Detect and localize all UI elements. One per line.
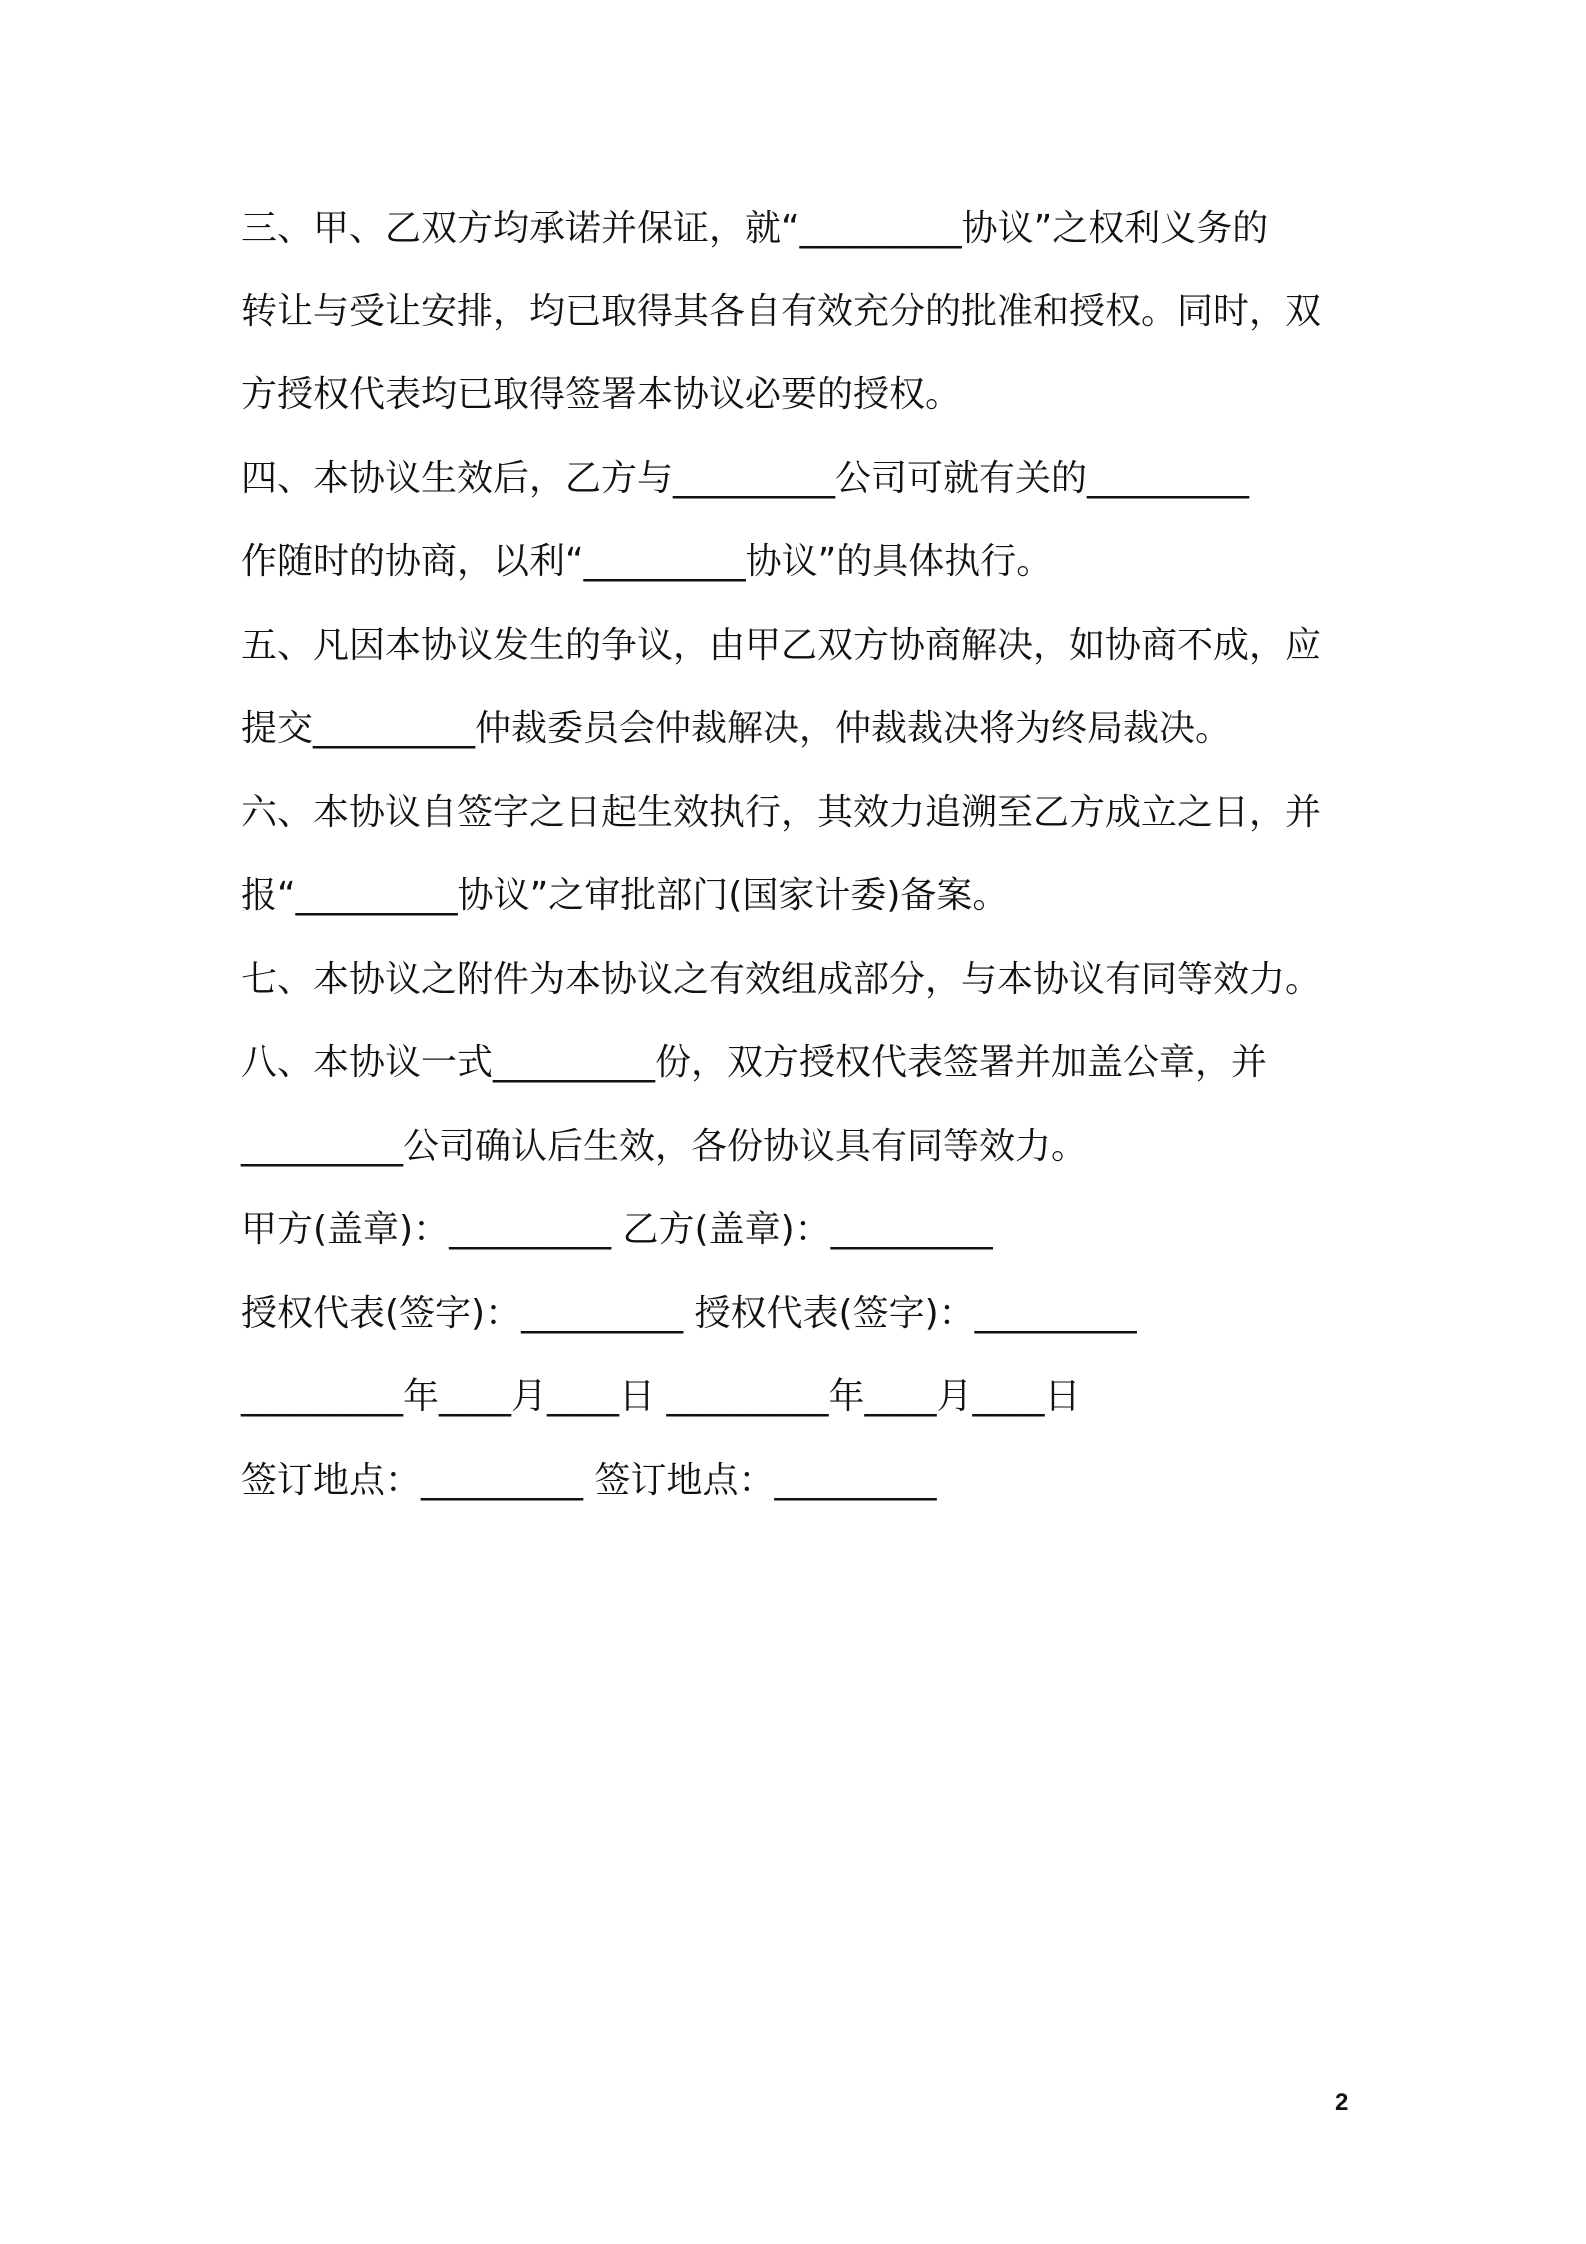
page-number: 2 xyxy=(1335,2089,1349,2116)
clause-7-line-1: 七、本协议之附件为本协议之有效组成部分，与本协议有同等效力。 xyxy=(241,959,1322,1000)
clause-6-line-1: 六、本协议自签字之日起生效执行，其效力追溯至乙方成立之日，并 xyxy=(241,792,1322,833)
date-line: _________年____月____日 _________年____月____日 xyxy=(241,1376,1081,1417)
clause-3-line-3: 方授权代表均已取得签署本协议必要的授权。 xyxy=(241,374,962,415)
clause-8-line-2: _________公司确认后生效，各份协议具有同等效力。 xyxy=(241,1126,1088,1167)
clause-3-line-2: 转让与受让安排，均已取得其各自有效充分的批准和授权。同时，双 xyxy=(241,291,1322,332)
clause-3-line-1: 三、甲、乙双方均承诺并保证，就“_________协议”之权利义务的 xyxy=(241,208,1269,249)
signing-location-line: 签订地点：_________ 签订地点：_________ xyxy=(241,1460,937,1501)
clause-5-line-1: 五、凡因本协议发生的争议，由甲乙双方协商解决，如协商不成，应 xyxy=(241,625,1322,666)
clause-6-line-2: 报“_________协议”之审批部门(国家计委)备案。 xyxy=(241,875,1009,916)
clause-4-line-2: 作随时的协商，以利“_________协议”的具体执行。 xyxy=(241,541,1053,582)
representative-signature-line: 授权代表(签字)：_________ 授权代表(签字)：_________ xyxy=(241,1293,1137,1334)
party-seal-line: 甲方(盖章)：_________ 乙方(盖章)：_________ xyxy=(241,1209,993,1250)
clause-8-line-1: 八、本协议一式_________份，双方授权代表签署并加盖公章，并 xyxy=(241,1042,1268,1083)
clause-4-line-1: 四、本协议生效后，乙方与_________公司可就有关的_________ xyxy=(241,458,1250,499)
clause-5-line-2: 提交_________仲裁委员会仲裁解决，仲裁裁决将为终局裁决。 xyxy=(241,708,1232,749)
